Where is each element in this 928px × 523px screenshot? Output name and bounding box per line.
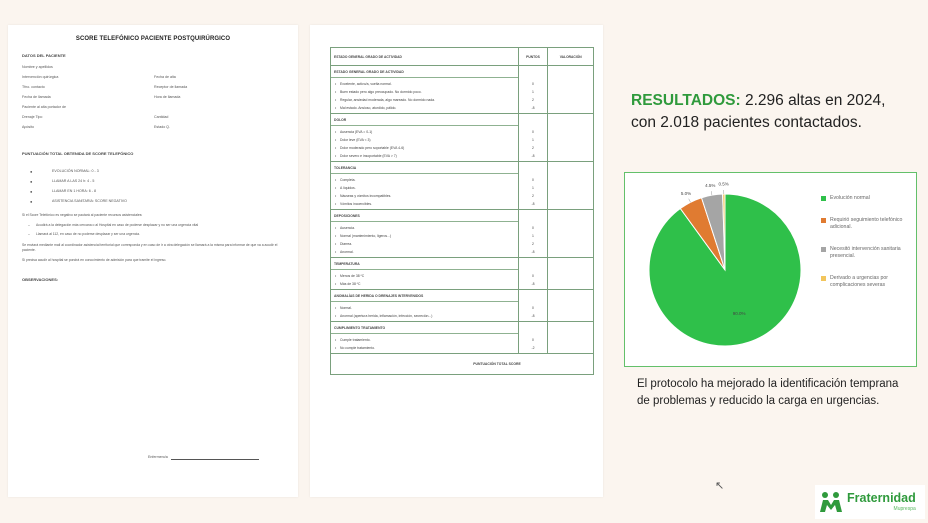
option-text: • Diarrea. bbox=[334, 240, 515, 248]
section-options bbox=[331, 162, 518, 209]
option-text: • Ausencia. bbox=[334, 224, 515, 232]
patient-field-row bbox=[22, 123, 284, 133]
patient-field-row bbox=[22, 73, 284, 83]
section-valuation bbox=[547, 290, 593, 321]
option-points: 0 bbox=[532, 337, 534, 342]
option-text: • Mal estado. Ansioso, aturdido, pálido. bbox=[334, 104, 515, 112]
results-heading bbox=[631, 90, 901, 134]
patient-field-row bbox=[22, 93, 284, 103]
table-section bbox=[331, 290, 593, 322]
option-points: 0 bbox=[532, 177, 534, 182]
option-points: 0 bbox=[532, 129, 534, 134]
section-options bbox=[331, 210, 518, 257]
legend-swatch bbox=[821, 247, 826, 252]
section-points bbox=[518, 322, 548, 353]
section-options bbox=[331, 322, 518, 353]
paragraph-negative-score: Si el Score Telefónico es negativo se pautará al paciente recursos asistenciales: bbox=[22, 212, 143, 217]
pie-chart-panel bbox=[624, 172, 917, 367]
field-label: Tfno. contacto bbox=[22, 85, 45, 90]
legend-swatch bbox=[821, 276, 826, 281]
table-section bbox=[331, 114, 593, 162]
option-text: • Normal (mantenimiento, ligeros...) bbox=[334, 232, 515, 240]
pie-leader-line bbox=[689, 199, 691, 203]
section-title: TOLERANCIA bbox=[331, 163, 518, 174]
table-section bbox=[331, 162, 593, 210]
patient-field-row bbox=[22, 63, 284, 73]
score-table bbox=[330, 47, 594, 375]
legend-item bbox=[821, 195, 913, 202]
option-points: 1 bbox=[532, 89, 534, 94]
option-text: • Anormal. bbox=[334, 248, 515, 256]
option-points: -8 bbox=[531, 201, 535, 206]
score-document-page bbox=[8, 25, 298, 497]
option-text: • Náuseas y vómitos incompatibles. bbox=[334, 192, 515, 200]
option-text: • Más de 38 ºC bbox=[334, 280, 515, 288]
option-text: • Regular, ansiedad moderada, algo mareado. No dormido nada. bbox=[334, 96, 515, 104]
header-activity: ESTADO GENERAL GRADO DE ACTIVIDAD bbox=[334, 54, 402, 59]
patient-field-row bbox=[22, 113, 284, 123]
resources-list bbox=[22, 223, 284, 237]
document-title: SCORE TELEFÓNICO PACIENTE POSTQUIRÚRGICO bbox=[75, 36, 231, 42]
table-section bbox=[331, 322, 593, 354]
section-points bbox=[518, 258, 548, 289]
scale-item: ● ASISTENCIA SANITARIA: SCORE NEGATIVO bbox=[22, 197, 284, 207]
option-points: 2 bbox=[532, 241, 534, 246]
option-points: -8 bbox=[531, 281, 535, 286]
section-title: DEPOSICIONES bbox=[331, 211, 518, 222]
pie-leader-line bbox=[711, 191, 712, 195]
table-body bbox=[331, 66, 593, 354]
patient-field-row bbox=[22, 103, 284, 113]
pie-slice-label: 90.0% bbox=[732, 310, 746, 316]
option-points: 2 bbox=[532, 145, 534, 150]
field-label: Receptor de llamada bbox=[154, 85, 188, 90]
section-points bbox=[518, 210, 548, 257]
option-points: 1 bbox=[532, 137, 534, 142]
option-text: • Ausencia (EVA = 0-1) bbox=[334, 128, 515, 136]
section-options bbox=[331, 290, 518, 321]
field-label: Nombre y apellidos bbox=[22, 65, 53, 70]
option-text: • Dolor leve (EVA < 3) bbox=[334, 136, 515, 144]
table-section bbox=[331, 210, 593, 258]
fraternidad-logo bbox=[815, 485, 925, 519]
section-points bbox=[518, 162, 548, 209]
legend-swatch bbox=[821, 218, 826, 223]
section-points bbox=[518, 290, 548, 321]
header-valuation: VALORACIÓN bbox=[547, 48, 593, 65]
option-text: • Completa. bbox=[334, 176, 515, 184]
signature-line bbox=[148, 455, 259, 460]
table-section bbox=[331, 66, 593, 114]
paragraph-coordinator: Se enviará mediante mail al coordinador asistencial territorial que corresponda y en caso de ir a otra delegación se llamará a la misma para informar de que va a acudir el paciente. bbox=[22, 242, 278, 252]
option-text: • Normal. bbox=[334, 304, 515, 312]
section-options bbox=[331, 258, 518, 289]
logo-figures-icon bbox=[819, 491, 843, 513]
legend-label: Necesitó intervención sanitaria presencial. bbox=[830, 246, 901, 260]
option-points: -8 bbox=[531, 313, 535, 318]
field-label: Apósito bbox=[22, 125, 34, 130]
scale-item: ● LLAMAR A LAS 24 h: 4 - 5 bbox=[22, 177, 284, 187]
pie-chart bbox=[625, 173, 815, 368]
option-text: • Anormal (apertura herida, inflamación, infección, secreción...) bbox=[334, 312, 515, 320]
logo-subtitle: Muprespa bbox=[893, 506, 916, 512]
legend-label: Evolución normal bbox=[830, 195, 870, 201]
section-title: ANOMALÍAS DE HERIDA O DRENAJES INTERVENIDOS bbox=[331, 291, 518, 302]
option-points: 1 bbox=[532, 185, 534, 190]
option-text: • Vómitos incoercibles. bbox=[334, 200, 515, 208]
resource-item: – Acudirá a la delegación más cercana o al Hospital en caso de poderse desplazar y no ser una urgencia vital bbox=[22, 223, 284, 228]
option-text: • Buen estado pero algo preocupado. No dormido poco. bbox=[334, 88, 515, 96]
option-text: • Dolor severo e insoportable (EVA > 7) bbox=[334, 152, 515, 160]
section-points bbox=[518, 66, 548, 113]
results-summary: 2.296 altas en 2024, con 2.018 pacientes contactados. bbox=[631, 92, 886, 131]
option-text: • A líquidos. bbox=[334, 184, 515, 192]
table-section bbox=[331, 258, 593, 290]
field-label: Intervención quirúrgica bbox=[22, 75, 59, 80]
section-valuation bbox=[547, 66, 593, 113]
patient-fields bbox=[22, 63, 284, 133]
scale-item: ● LLAMAR EN 1 HORA: 6 - 8 bbox=[22, 187, 284, 197]
patient-field-row bbox=[22, 83, 284, 93]
section-valuation bbox=[547, 322, 593, 353]
option-points: 0 bbox=[532, 305, 534, 310]
section-options bbox=[331, 114, 518, 161]
option-text: • No cumple tratamiento. bbox=[334, 344, 515, 352]
option-points: 0 bbox=[532, 273, 534, 278]
option-points: 2 bbox=[532, 193, 534, 198]
pie-slice-label: 4.5% bbox=[705, 182, 716, 188]
section-valuation bbox=[547, 114, 593, 161]
legend-item bbox=[821, 217, 913, 231]
pie-slice-label: 5.0% bbox=[680, 190, 692, 196]
option-text: • Cumple tratamiento. bbox=[334, 336, 515, 344]
section-valuation bbox=[547, 258, 593, 289]
table-header bbox=[331, 48, 593, 66]
option-text: • Dolor moderado pero soportable (EVA 4-6) bbox=[334, 144, 515, 152]
section-valuation bbox=[547, 162, 593, 209]
option-text: • Menos de 38 ºC bbox=[334, 272, 515, 280]
option-points: 2 bbox=[532, 97, 534, 102]
legend-label: Derivado a urgencias por complicaciones severas bbox=[830, 275, 888, 289]
section-options bbox=[331, 66, 518, 113]
observations-label: OBSERVACIONES: bbox=[22, 277, 59, 283]
option-points: 0 bbox=[532, 81, 534, 86]
pie-slice-label: 0.5% bbox=[718, 181, 729, 187]
scale-item: ● EVOLUCIÓN NORMAL: 0 - 3 bbox=[22, 167, 284, 177]
option-points: 1 bbox=[532, 233, 534, 238]
option-points: -8 bbox=[531, 153, 535, 158]
field-label: Fecha de llamada bbox=[22, 95, 51, 100]
field-label: Paciente al alta portador de bbox=[22, 105, 66, 110]
option-points: -8 bbox=[531, 249, 535, 254]
option-points: -8 bbox=[531, 105, 535, 110]
option-points: -2 bbox=[531, 345, 535, 350]
option-points: 0 bbox=[532, 225, 534, 230]
mouse-cursor-icon: ↖ bbox=[715, 480, 725, 492]
legend-label: Requirió seguimiento telefónico adicional. bbox=[830, 217, 903, 231]
signature-blank bbox=[171, 455, 259, 460]
table-footer: PUNTUACIÓN TOTAL SCORE bbox=[473, 362, 521, 366]
chart-legend bbox=[821, 195, 913, 304]
header-points: PUNTOS bbox=[518, 48, 548, 65]
resource-item: – Llamará al 112, en caso de no poderse desplazar y ser una urgencia. bbox=[22, 232, 284, 237]
option-text: • Excelente, activo/a, vuelta normal. bbox=[334, 80, 515, 88]
section-title: DOLOR bbox=[331, 115, 518, 126]
legend-item bbox=[821, 275, 913, 289]
section-title: CUMPLIMIENTO TRATAMIENTO bbox=[331, 323, 518, 334]
legend-item bbox=[821, 246, 913, 260]
patient-section-heading: DATOS DEL PACIENTE bbox=[22, 53, 66, 59]
section-title: ESTADO GENERAL GRADO DE ACTIVIDAD bbox=[331, 67, 518, 78]
section-title: TEMPERATURA bbox=[331, 259, 518, 270]
field-label: Fecha de alta bbox=[154, 75, 176, 80]
score-table-page bbox=[310, 25, 603, 497]
signature-label: Enfermero/a bbox=[148, 455, 168, 459]
logo-name: Fraternidad bbox=[847, 491, 916, 505]
section-valuation bbox=[547, 210, 593, 257]
field-label: Cantidad bbox=[154, 115, 169, 120]
score-scale bbox=[22, 167, 284, 207]
conclusion-text: El protocolo ha mejorado la identificación temprana de problemas y reducido la carga en urgencias. bbox=[637, 378, 899, 407]
field-label: Hora de llamada bbox=[154, 95, 181, 100]
field-label: Estado Q. bbox=[154, 125, 170, 130]
legend-swatch bbox=[821, 196, 826, 201]
field-label: Drenaje Tipo bbox=[22, 115, 43, 120]
paragraph-admission: Si precisa acudir al hospital se pondrá en conocimiento de admisión para que tramite el ingreso. bbox=[22, 258, 167, 263]
score-heading: PUNTUACIÓN TOTAL OBTENIDA DE SCORE TELEFÓNICO bbox=[22, 150, 134, 156]
section-points bbox=[518, 114, 548, 161]
results-label: RESULTADOS: bbox=[631, 92, 741, 109]
